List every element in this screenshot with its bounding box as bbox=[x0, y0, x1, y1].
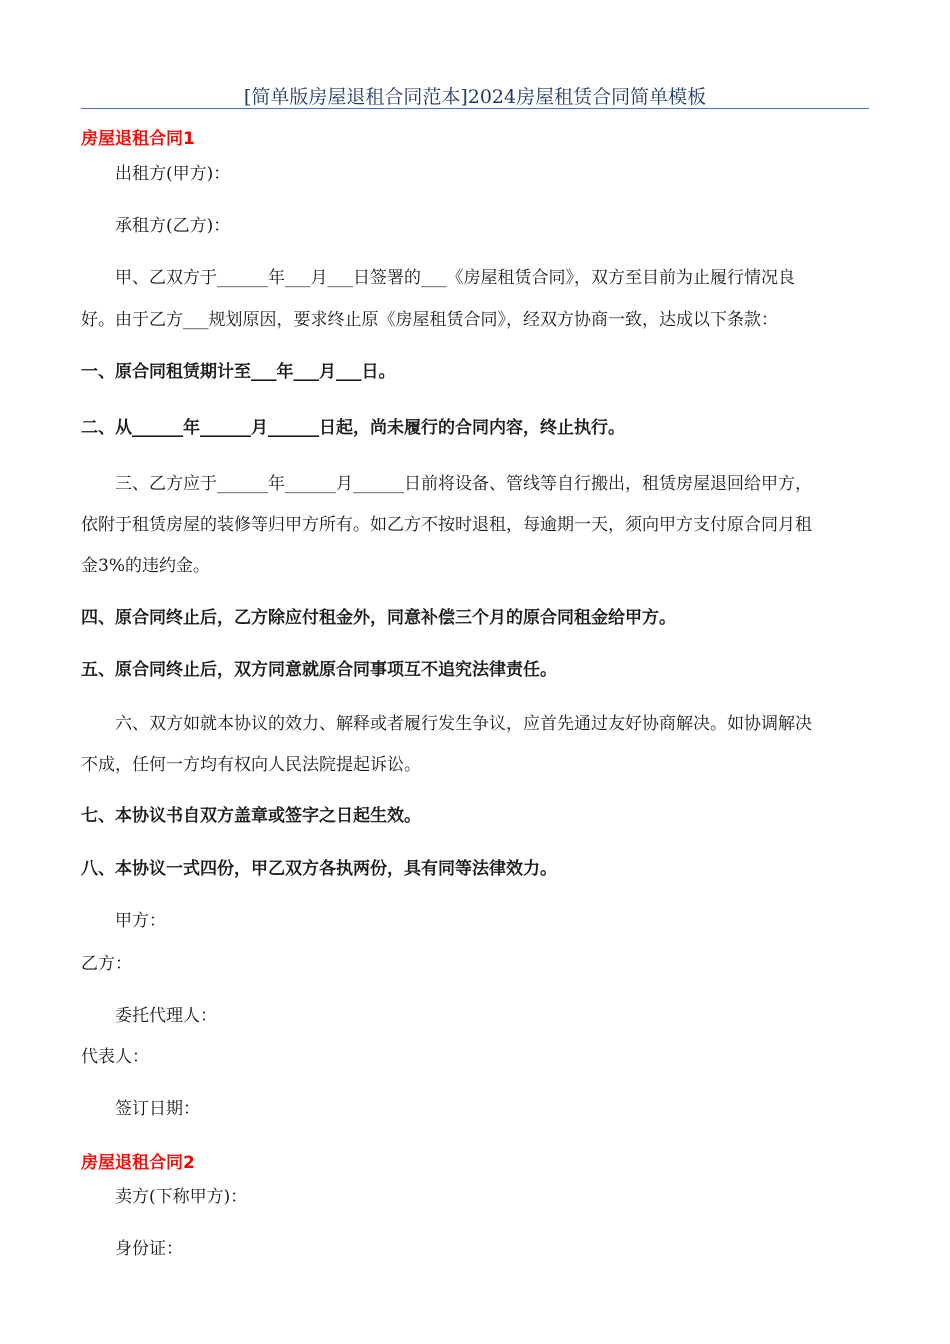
party-b-signature-label: 乙方： bbox=[81, 954, 132, 974]
clause-5: 五、原合同终止后，双方同意就原合同事项互不追究法律责任。 bbox=[81, 660, 557, 680]
sign-date-label: 签订日期： bbox=[115, 1099, 200, 1119]
seller-label: 卖方(下称甲方)： bbox=[115, 1187, 248, 1207]
clause-3-line-1: 三、乙方应于______年______月______日前将设备、管线等自行搬出，租赁房屋退回给甲方， bbox=[115, 474, 812, 494]
clause-6-line-2: 不成，任何一方均有权向人民法院提起诉讼。 bbox=[81, 755, 421, 775]
clause-4: 四、原合同终止后，乙方除应付租金外，同意补偿三个月的原合同租金给甲方。 bbox=[81, 608, 676, 628]
clause-3-line-2: 依附于租赁房屋的装修等归甲方所有。如乙方不按时退租，每逾期一天，须向甲方支付原合同月租 bbox=[81, 515, 812, 535]
representative-label: 代表人： bbox=[81, 1047, 149, 1067]
agent-label: 委托代理人： bbox=[115, 1006, 217, 1026]
lessee-label: 承租方(乙方)： bbox=[115, 216, 231, 236]
clause-2: 二、从______年______月______日起，尚未履行的合同内容，终止执行。 bbox=[81, 418, 625, 438]
intro-line-1: 甲、乙双方于______年___月___日签署的___《房屋租赁合同》，双方至目前为止履行情况良 bbox=[115, 268, 795, 288]
party-a-signature-label: 甲方： bbox=[115, 911, 166, 931]
clause-3-line-3: 金3%的违约金。 bbox=[81, 556, 210, 576]
page-header-title: [简单版房屋退租合同范本]2024房屋租赁合同简单模板 bbox=[243, 86, 707, 108]
clause-7: 七、本协议书自双方盖章或签字之日起生效。 bbox=[81, 806, 421, 826]
section2-heading: 房屋退租合同2 bbox=[81, 1153, 195, 1173]
clause-8: 八、本协议一式四份，甲乙双方各执两份，具有同等法律效力。 bbox=[81, 859, 557, 879]
header-divider bbox=[81, 108, 869, 109]
section1-heading: 房屋退租合同1 bbox=[81, 129, 195, 149]
lessor-label: 出租方(甲方)： bbox=[115, 164, 231, 184]
clause-1: 一、原合同租赁期计至___年___月___日。 bbox=[81, 362, 396, 382]
intro-line-2: 好。由于乙方___规划原因，要求终止原《房屋租赁合同》，经双方协商一致，达成以下条款： bbox=[81, 310, 778, 330]
clause-6-line-1: 六、双方如就本协议的效力、解释或者履行发生争议，应首先通过友好协商解决。如协调解决 bbox=[115, 714, 812, 734]
id-card-label: 身份证： bbox=[115, 1239, 183, 1259]
